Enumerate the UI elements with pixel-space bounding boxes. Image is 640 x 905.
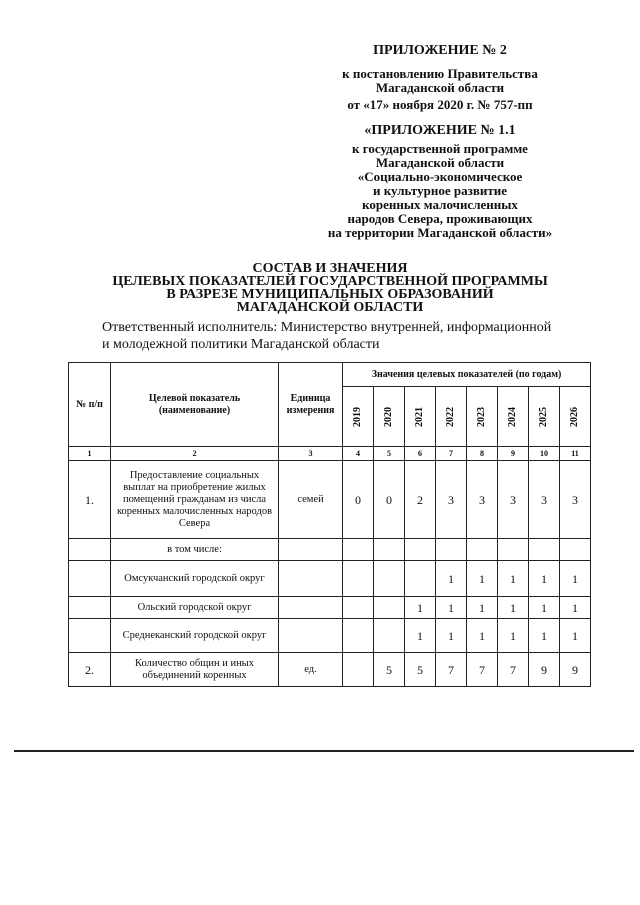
row-value [343,539,374,561]
row-value: 9 [560,653,591,687]
title-line: В РАЗРЕЗЕ МУНИЦИПАЛЬНЫХ ОБРАЗОВАНИЙ [166,287,494,302]
appendix11-line: народов Севера, проживающих [347,211,533,226]
row-value: 3 [498,461,529,539]
row-indicator: в том числе: [111,539,279,561]
row-value [529,539,560,561]
row-unit [279,561,343,597]
row-value: 0 [343,461,374,539]
column-number: 10 [529,447,560,461]
table-row [69,619,591,653]
row-value: 3 [560,461,591,539]
indicators-table [68,362,591,687]
appendix11-line: «Социально-экономическое [357,169,523,184]
row-value: 3 [529,461,560,539]
appendix11-body [300,142,580,240]
row-unit [279,539,343,561]
row-indicator: Ольский городской округ [111,597,279,619]
row-value: 1 [498,597,529,619]
row-value [436,539,467,561]
year-cell: 2021 [405,387,436,447]
year-cell: 2022 [436,387,467,447]
row-value: 1 [467,597,498,619]
appendix11-line: Магаданской области [375,155,505,170]
table-row [69,461,591,539]
column-number-row [69,447,591,461]
row-num: 1. [69,461,111,539]
row-value: 1 [560,597,591,619]
appendix11-title: «ПРИЛОЖЕНИЕ № 1.1 [364,123,516,138]
row-indicator: Среднеканский городской округ [111,619,279,653]
row-value: 0 [374,461,405,539]
row-value: 5 [405,653,436,687]
row-value: 1 [405,597,436,619]
row-value: 1 [529,597,560,619]
table-row [69,653,591,687]
column-number: 8 [467,447,498,461]
column-number: 6 [405,447,436,461]
row-value [343,597,374,619]
year-cell: 2026 [560,387,591,447]
row-value: 7 [498,653,529,687]
row-value [405,561,436,597]
title-line: СОСТАВ И ЗНАЧЕНИЯ [252,261,408,276]
row-value [343,619,374,653]
year-cell: 2020 [374,387,405,447]
title-line: ЦЕЛЕВЫХ ПОКАЗАТЕЛЕЙ ГОСУДАРСТВЕННОЙ ПРОГРАММЫ [112,274,548,289]
row-value [498,539,529,561]
appendix11-line: и культурное развитие [373,183,507,198]
row-value [405,539,436,561]
appendix-date: от «17» ноября 2020 г. № 757-пп [347,97,533,112]
appendix-line: Магаданской области [375,80,505,95]
table-row [69,597,591,619]
row-value: 1 [467,619,498,653]
row-value: 1 [467,561,498,597]
row-value [343,653,374,687]
row-value: 1 [560,561,591,597]
responsible-line: Ответственный исполнитель: Министерство внутренней, информационной [102,320,552,335]
appendix11-line: на территории Магаданской области» [327,225,553,240]
row-unit [279,619,343,653]
column-number: 3 [279,447,343,461]
column-number: 1 [69,447,111,461]
row-value: 7 [436,653,467,687]
row-value: 3 [467,461,498,539]
row-value [374,597,405,619]
row-value [560,539,591,561]
appendix-line: к постановлению Правительства [342,66,538,81]
row-value [343,561,374,597]
appendix11-line: коренных малочисленных [362,197,518,212]
title-line: МАГАДАНСКОЙ ОБЛАСТИ [236,300,424,315]
row-value: 2 [405,461,436,539]
row-indicator: Омсукчанский городской округ [111,561,279,597]
row-value [374,619,405,653]
row-value: 1 [560,619,591,653]
table-row [69,539,591,561]
scan-edge-line [14,750,634,752]
column-number: 7 [436,447,467,461]
row-value: 1 [529,561,560,597]
column-number: 4 [343,447,374,461]
row-value: 1 [498,619,529,653]
column-number: 2 [111,447,279,461]
row-value: 5 [374,653,405,687]
row-unit: ед. [279,653,343,687]
row-indicator: Предоставление социальных выплат на приобретение жилых помещений гражданам из числа коренных малочисленных народов Севера [111,461,279,539]
row-unit [279,597,343,619]
row-unit: семей [279,461,343,539]
table-header-row [69,363,591,387]
column-number: 11 [560,447,591,461]
row-value [374,561,405,597]
header-unit: Единица измерения [279,363,343,447]
appendix-subtitle [300,67,580,95]
header-values: Значения целевых показателей (по годам) [343,363,591,387]
row-value: 1 [529,619,560,653]
appendix11-line: к государственной программе [352,141,528,156]
row-num [69,561,111,597]
row-value [374,539,405,561]
row-value: 1 [436,597,467,619]
row-num [69,619,111,653]
row-value: 3 [436,461,467,539]
year-cell: 2019 [343,387,374,447]
header-num: № п/п [69,363,111,447]
row-value: 7 [467,653,498,687]
row-value: 1 [405,619,436,653]
year-cell: 2025 [529,387,560,447]
row-value: 1 [436,619,467,653]
row-num [69,597,111,619]
row-value: 1 [436,561,467,597]
responsible-executor [102,319,582,353]
row-indicator: Количество общин и иных объединений коренных [111,653,279,687]
row-num [69,539,111,561]
year-cell: 2023 [467,387,498,447]
document-title [70,262,590,314]
row-num: 2. [69,653,111,687]
year-cell: 2024 [498,387,529,447]
responsible-line: и молодежной политики Магаданской области [102,337,380,352]
appendix-title: ПРИЛОЖЕНИЕ № 2 [373,43,507,58]
column-number: 5 [374,447,405,461]
row-value: 9 [529,653,560,687]
row-value: 1 [498,561,529,597]
row-value [467,539,498,561]
header-indicator: Целевой показатель (наименование) [111,363,279,447]
table-row [69,561,591,597]
column-number: 9 [498,447,529,461]
